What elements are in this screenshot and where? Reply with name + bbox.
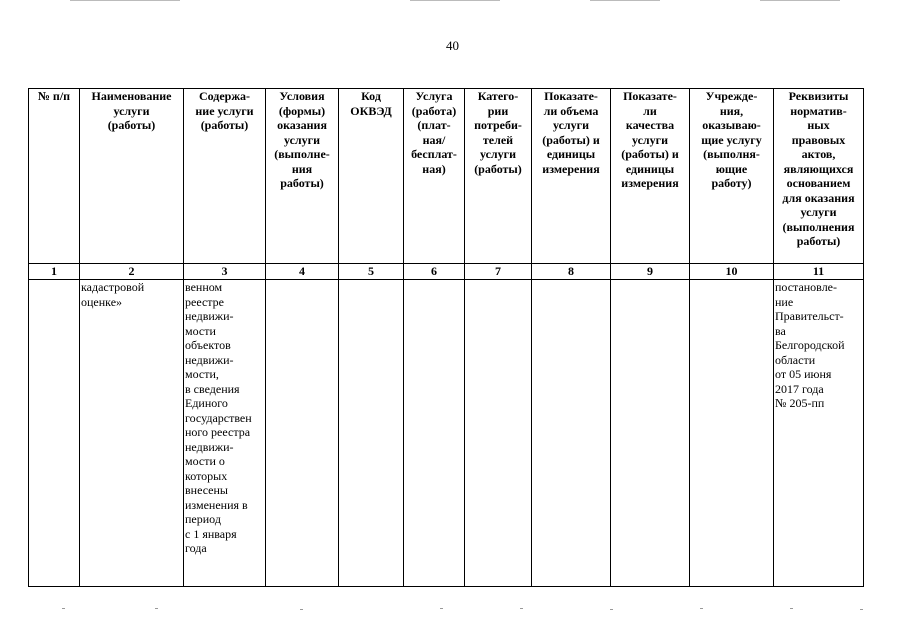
cell-number xyxy=(29,280,80,587)
top-edge-line xyxy=(590,0,660,1)
column-number: 9 xyxy=(611,264,690,280)
header-cell-number: № п/п xyxy=(29,89,80,264)
column-number: 4 xyxy=(266,264,339,280)
column-number: 3 xyxy=(184,264,266,280)
top-edge-line xyxy=(70,0,180,1)
scan-speck xyxy=(700,608,703,609)
scan-speck xyxy=(62,608,65,609)
header-cell-okved: Код ОКВЭД xyxy=(339,89,404,264)
column-number: 7 xyxy=(465,264,532,280)
scan-speck xyxy=(790,608,793,609)
header-cell-quality-indicators: Показате- ли качества услуги (работы) и единицы измерения xyxy=(611,89,690,264)
cell-paid-free xyxy=(404,280,465,587)
top-edge-line xyxy=(760,0,840,1)
cell-service-content: венном реестре недвижи- мости объектов недвижи- мости, в сведения Единого государствен ного реестра недвижи- мости о которых внесены изменения в период с 1 января года xyxy=(184,280,266,587)
cell-quality-indicators xyxy=(611,280,690,587)
scan-speck xyxy=(300,609,303,610)
table-row xyxy=(29,280,864,587)
column-number: 8 xyxy=(532,264,611,280)
scan-speck xyxy=(860,609,863,610)
scan-speck xyxy=(440,608,443,609)
cell-conditions xyxy=(266,280,339,587)
header-row xyxy=(29,89,864,264)
cell-legal-acts: постановле- ние Правительст- ва Белгородской области от 05 июня 2017 года № 205-пп xyxy=(774,280,864,587)
header-cell-volume-indicators: Показате- ли объема услуги (работы) и единицы измерения xyxy=(532,89,611,264)
top-edge-line xyxy=(410,0,500,1)
column-number: 11 xyxy=(774,264,864,280)
header-cell-legal-acts: Реквизиты норматив- ных правовых актов, являющихся основанием для оказания услуги (выполнения работы) xyxy=(774,89,864,264)
services-table xyxy=(28,88,864,587)
header-cell-institutions: Учрежде- ния, оказываю- щие услугу (выполня- ющие работу) xyxy=(690,89,774,264)
column-number: 10 xyxy=(690,264,774,280)
scan-speck xyxy=(520,608,523,609)
cell-consumer-categories xyxy=(465,280,532,587)
header-cell-paid-free: Услуга (работа) (плат- ная/ бесплат- ная) xyxy=(404,89,465,264)
cell-institutions xyxy=(690,280,774,587)
page-number: 40 xyxy=(446,38,459,53)
cell-service-name: кадастровой оценке» xyxy=(80,280,184,587)
column-number-row xyxy=(29,264,864,280)
column-number: 1 xyxy=(29,264,80,280)
scan-speck xyxy=(155,608,158,609)
cell-volume-indicators xyxy=(532,280,611,587)
header-cell-service-name: Наименование услуги (работы) xyxy=(80,89,184,264)
cell-okved xyxy=(339,280,404,587)
column-number: 6 xyxy=(404,264,465,280)
scan-speck xyxy=(610,609,613,610)
column-number: 2 xyxy=(80,264,184,280)
column-number: 5 xyxy=(339,264,404,280)
header-cell-conditions: Условия (формы) оказания услуги (выполне- ния работы) xyxy=(266,89,339,264)
header-cell-consumer-categories: Катего- рии потреби- телей услуги (работы) xyxy=(465,89,532,264)
header-cell-service-content: Содержа- ние услуги (работы) xyxy=(184,89,266,264)
